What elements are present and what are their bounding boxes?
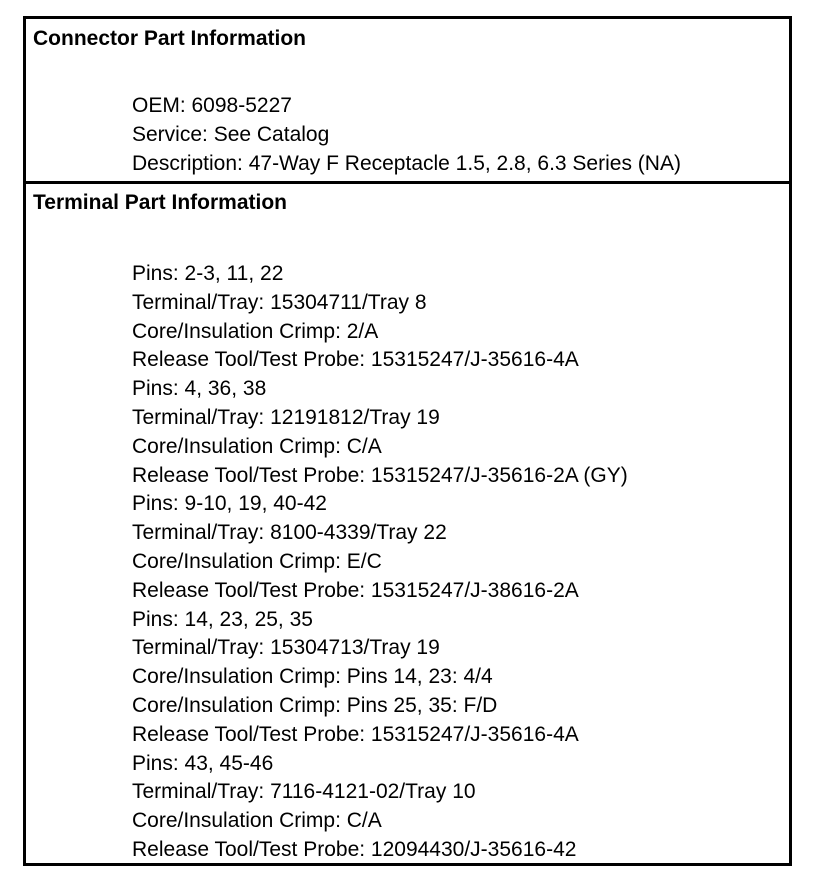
terminal-tray-line: Terminal/Tray: 15304713/Tray 19 — [132, 636, 440, 660]
crimp-line: Core/Insulation Crimp: C/A — [132, 434, 382, 458]
terminal-tray-line: Terminal/Tray: 12191812/Tray 19 — [132, 405, 440, 429]
terminal-section-title: Terminal Part Information — [33, 191, 287, 214]
release-tool-line: Release Tool/Test Probe: 12094430/J-35616-42 — [132, 837, 577, 861]
pins-line: Pins: 4, 36, 38 — [132, 377, 267, 401]
connector-service-line: Service: See Catalog — [132, 122, 330, 146]
connector-detail-list — [132, 92, 681, 178]
crimp-line: Core/Insulation Crimp: Pins 14, 23: 4/4 — [132, 665, 493, 689]
pins-line: Pins: 43, 45-46 — [132, 751, 274, 775]
connector-part-section — [26, 19, 789, 184]
terminal-detail-list — [132, 260, 628, 865]
connector-description-line: Description: 47-Way F Receptacle 1.5, 2.8, 6.3 Series (NA) — [132, 151, 681, 175]
release-tool-line: Release Tool/Test Probe: 15315247/J-35616-4A — [132, 722, 579, 746]
release-tool-line: Release Tool/Test Probe: 15315247/J-38616-2A — [132, 578, 579, 602]
crimp-line: Core/Insulation Crimp: E/C — [132, 549, 382, 573]
terminal-part-section — [26, 184, 789, 863]
crimp-line: Core/Insulation Crimp: C/A — [132, 809, 382, 833]
pins-line: Pins: 2-3, 11, 22 — [132, 262, 284, 285]
crimp-line: Core/Insulation Crimp: 2/A — [132, 319, 379, 343]
part-information-table — [23, 16, 792, 866]
release-tool-line: Release Tool/Test Probe: 15315247/J-35616-2A (GY) — [132, 463, 628, 487]
pins-line: Pins: 9-10, 19, 40-42 — [132, 492, 327, 516]
terminal-tray-line: Terminal/Tray: 7116-4121-02/Tray 10 — [132, 780, 476, 804]
pins-line: Pins: 14, 23, 25, 35 — [132, 607, 313, 631]
terminal-tray-line: Terminal/Tray: 8100-4339/Tray 22 — [132, 521, 447, 545]
crimp-line: Core/Insulation Crimp: Pins 25, 35: F/D — [132, 693, 498, 717]
terminal-tray-line: Terminal/Tray: 15304711/Tray 8 — [132, 290, 427, 314]
release-tool-line: Release Tool/Test Probe: 15315247/J-35616-4A — [132, 348, 579, 372]
connector-oem-line: OEM: 6098-5227 — [132, 94, 292, 117]
connector-section-title: Connector Part Information — [33, 27, 307, 50]
